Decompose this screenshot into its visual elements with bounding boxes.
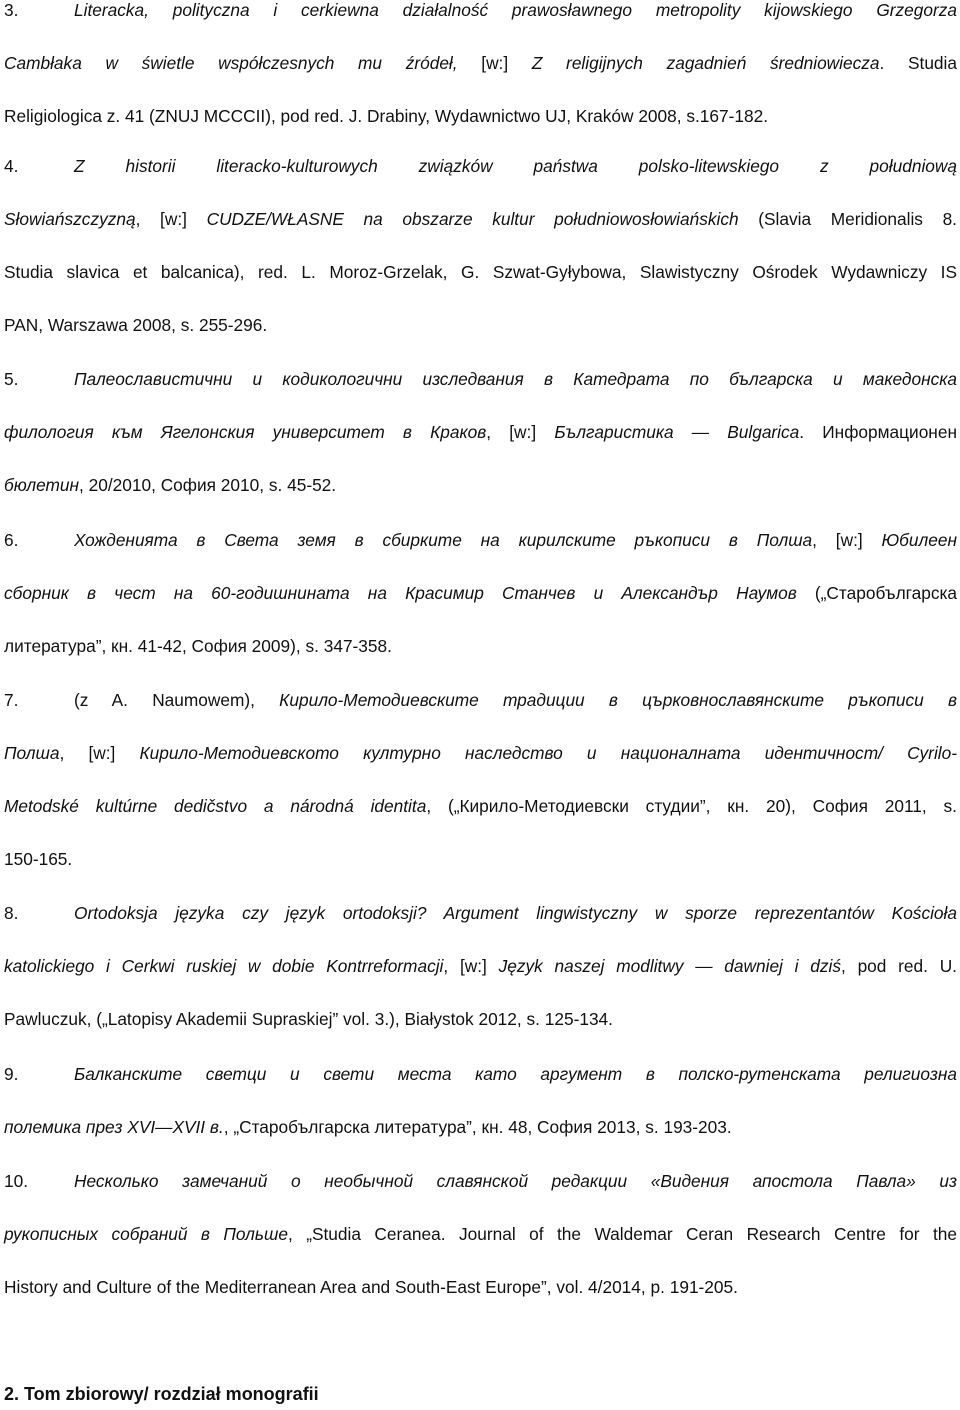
bibliography-entry-6 xyxy=(0,530,957,662)
title-text: Literacka, polityczna i cerkiewna działalność prawosławnego metropolity kijowskiego Grzegorza xyxy=(74,0,957,20)
entry-line xyxy=(0,369,957,395)
title-text: сборник в чест на 60-годишнината на Красимир Станчев и Александър Наумов xyxy=(4,583,797,603)
title-text: Кирило-Методиевското културно наследство и националната идентичност/ Cyrilo- xyxy=(139,743,957,763)
bibliography-entry-5 xyxy=(0,369,957,501)
title-text: Słowiańszczyzną xyxy=(4,209,136,229)
bibliography-entry-7 xyxy=(0,690,957,875)
bibliography-entry-4 xyxy=(0,156,957,341)
title-text: Палеославистични и кодикологични изследвания в Катедрата по българска и македонска xyxy=(74,369,957,389)
title-text: Metodské kultúrne dedičstvo a národná identita xyxy=(4,796,427,816)
title-text: Полша xyxy=(4,743,60,763)
entry-line-text xyxy=(74,369,957,390)
text-segment: Studia slavica et balcanica), red. L. Moroz-Grzelak, G. Szwat-Gyłybowa, Slawistyczny Ośrodek Wydawniczy IS xyxy=(4,262,957,282)
entry-number: 9. xyxy=(4,1064,19,1084)
entry-number: 10. xyxy=(4,1171,29,1191)
title-text: Хожденията в Света земя в сбирките на кирилските ръкописи в Полша xyxy=(74,530,813,550)
entry-line xyxy=(0,849,957,875)
title-text: CUDZE/WŁASNE na obszarze kultur południowosłowiańskich xyxy=(206,209,739,229)
entry-line xyxy=(0,53,957,79)
title-text: Argument lingwistyczny w sporze reprezentantów Kościoła xyxy=(426,903,957,923)
entry-line xyxy=(0,262,957,288)
title-text: Българистика — Bulgarica xyxy=(554,422,800,442)
title-text: Ortodoksja języka czy język ortodoksji? xyxy=(74,903,427,923)
text-segment: History and Culture of the Mediterranean Area and South-East Europe”, vol. 4/2014, p. 191-205. xyxy=(4,1277,738,1297)
entry-line xyxy=(0,1117,957,1143)
text-segment: [w:] xyxy=(481,53,532,73)
entry-line xyxy=(0,796,957,822)
entry-line xyxy=(0,956,957,982)
title-text: Несколько замечаний о необычной славянской редакции «Видения апостола Павла» из xyxy=(74,1171,957,1191)
title-text: Z historii literacko-kulturowych związków państwa polsko-litewskiego z południową xyxy=(74,156,957,176)
entry-line xyxy=(0,209,957,235)
title-text: Кирило-Методиевските традиции в църковнославянските ръкописи в xyxy=(279,690,957,710)
text-segment: Pawluczuk, („Latopisy Akademii Supraskiej” vol. 3.), Białystok 2012, s. 125-134. xyxy=(4,1009,613,1029)
text-segment: , [w:] xyxy=(59,743,140,763)
text-segment: („Старобългарска xyxy=(796,583,957,603)
entry-line xyxy=(0,1277,957,1303)
entry-line xyxy=(0,0,957,26)
text-segment: , „Studia Ceranea. Journal of the Waldemar Ceran Research Centre for the xyxy=(287,1224,957,1244)
entry-number: 4. xyxy=(4,156,19,176)
text-segment: (Slavia Meridionalis 8. xyxy=(738,209,957,229)
bibliography-entry-8 xyxy=(0,903,957,1035)
text-segment: , [w:] xyxy=(135,209,207,229)
entry-line xyxy=(0,636,957,662)
entry-number: 8. xyxy=(4,903,19,923)
entry-line xyxy=(0,1171,957,1197)
text-segment: 150-165. xyxy=(4,849,73,869)
text-segment: . Информационен xyxy=(799,422,957,442)
entry-line xyxy=(0,690,957,716)
entry-line xyxy=(0,422,957,448)
entry-number: 5. xyxy=(4,369,19,389)
text-segment: , [w:] xyxy=(443,956,499,976)
bibliography-entry-3 xyxy=(0,0,957,132)
text-segment: PAN, Warszawa 2008, s. 255-296. xyxy=(4,315,268,335)
text-segment: (z A. Naumowem), xyxy=(74,690,280,710)
entry-number: 6. xyxy=(4,530,19,550)
text-segment: . Studia xyxy=(879,53,957,73)
entry-line xyxy=(0,583,957,609)
section-heading: 2. Tom zbiorowy/ rozdział monografii xyxy=(4,1384,319,1404)
entry-line-text xyxy=(74,1171,957,1192)
entry-line xyxy=(0,1224,957,1250)
text-segment: , [w:] xyxy=(486,422,555,442)
title-text: Z religijnych zagadnień średniowiecza xyxy=(531,53,880,73)
title-text: Cambłaka w świetle współczesnych mu źródeł, xyxy=(4,53,482,73)
bibliography-entry-9 xyxy=(0,1064,957,1143)
entry-line-text xyxy=(74,156,957,177)
entry-line xyxy=(0,1064,957,1090)
entry-line-text xyxy=(74,530,957,551)
entry-line xyxy=(0,1009,957,1035)
entry-number: 7. xyxy=(4,690,19,710)
title-text: филология към Ягелонския университет в Краков xyxy=(4,422,487,442)
text-segment: , [w:] xyxy=(812,530,882,550)
title-text: бюлетин xyxy=(4,475,80,495)
text-segment: Religiologica z. 41 (ZNUJ MCCCII), pod red. J. Drabiny, Wydawnictwo UJ, Kraków 2008, s.167-182. xyxy=(4,106,769,126)
title-text: Język naszej modlitwy — dawniej i dziś xyxy=(498,956,841,976)
entry-number: 3. xyxy=(4,0,19,20)
text-segment: , 20/2010, София 2010, s. 45-52. xyxy=(79,475,337,495)
entry-line-text xyxy=(74,690,957,711)
entry-line xyxy=(0,315,957,341)
entry-line xyxy=(0,530,957,556)
title-text: katolickiego i Cerkwi ruskiej w dobie Kontrreformacji xyxy=(4,956,444,976)
bibliography-entry-10 xyxy=(0,1171,957,1303)
title-text: Юбилеен xyxy=(881,530,957,550)
text-segment: , („Кирило-Методиевски студии”, кн. 20), София 2011, s. xyxy=(426,796,957,816)
entry-line xyxy=(0,156,957,182)
entry-line xyxy=(0,743,957,769)
text-segment: литература”, кн. 41-42, София 2009), s. 347-358. xyxy=(4,636,392,656)
title-text: рукописных собраний в Польше xyxy=(4,1224,288,1244)
entry-line xyxy=(0,903,957,929)
text-segment: , „Старобългарска литература”, кн. 48, София 2013, s. 193-203. xyxy=(223,1117,732,1137)
entry-line xyxy=(0,475,957,501)
text-segment: , pod red. U. xyxy=(841,956,957,976)
entry-line-text xyxy=(74,903,957,924)
title-text: полемика през XVI—XVII в. xyxy=(4,1117,224,1137)
entry-line-text xyxy=(74,1064,957,1085)
title-text: Балканските светци и свети места като аргумент в полско-рутенската религиозна xyxy=(74,1064,957,1084)
entry-line-text xyxy=(74,0,957,21)
entry-line xyxy=(0,106,957,132)
